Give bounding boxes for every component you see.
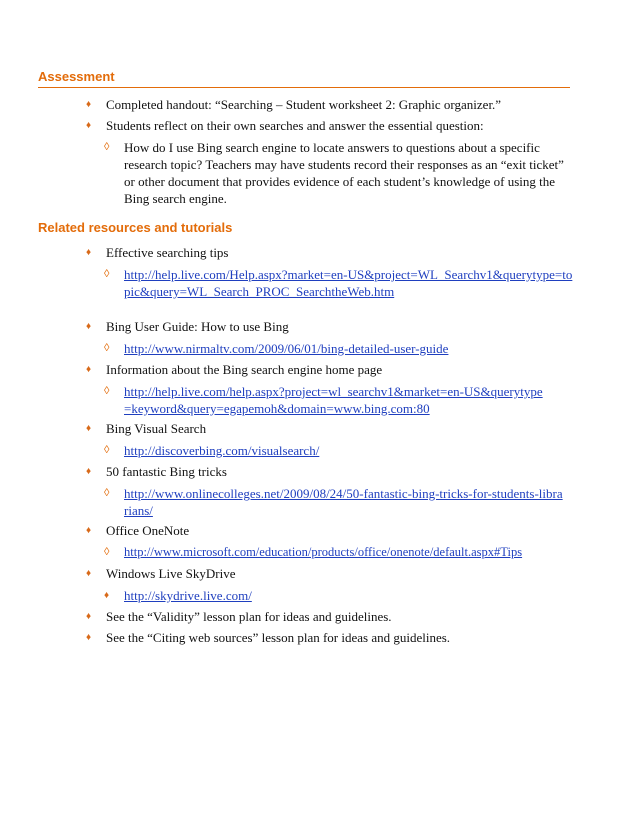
- bullet-diamond-icon: ♦: [86, 321, 92, 332]
- resource-link[interactable]: http://help.live.com/help.aspx?project=wl_searchv1&market=en-US&querytype=keyword&query=egapemoh&domain=www.bing.com:80: [124, 384, 543, 416]
- resource-link[interactable]: http://discoverbing.com/visualsearch/: [124, 443, 320, 458]
- resource-link[interactable]: http://www.microsoft.com/education/products/office/onenote/default.aspx#Tips: [124, 545, 523, 559]
- resource-label: Windows Live SkyDrive: [106, 566, 236, 581]
- resource-label: 50 fantastic Bing tricks: [106, 464, 227, 479]
- resource-label: Bing Visual Search: [106, 421, 207, 436]
- bullet-diamond-icon: ♦: [86, 120, 92, 131]
- assessment-item-text: Students reflect on their own searches and answer the essential question:: [106, 118, 484, 133]
- bullet-diamond-icon: ♦: [86, 611, 92, 622]
- resource-note: See the “Citing web sources” lesson plan for ideas and guidelines.: [106, 630, 451, 645]
- resource-label: Effective searching tips: [106, 245, 229, 260]
- resource-link[interactable]: http://www.onlinecolleges.net/2009/08/24/50-fantastic-bing-tricks-for-students-librarians/: [124, 486, 563, 518]
- bullet-diamond-icon: ♦: [86, 466, 92, 477]
- bullet-diamond-icon: ♦: [86, 525, 92, 536]
- bullet-open-diamond-icon: ◊: [104, 268, 110, 280]
- resource-label: Office OneNote: [106, 523, 190, 538]
- bullet-diamond-icon: ♦: [86, 247, 92, 258]
- bullet-open-diamond-icon: ◊: [104, 546, 110, 558]
- bullet-diamond-icon: ♦: [104, 590, 110, 601]
- resource-label: Information about the Bing search engine home page: [106, 362, 383, 377]
- bullet-diamond-icon: ♦: [86, 423, 92, 434]
- resource-link[interactable]: http://help.live.com/Help.aspx?market=en-US&project=WL_Searchv1&querytype=topic&query=WL_Search_PROC_SearchtheWeb.htm: [124, 267, 573, 299]
- resources-heading: Related resources and tutorials: [38, 220, 233, 235]
- resource-link[interactable]: http://skydrive.live.com/: [124, 588, 252, 603]
- resource-label: Bing User Guide: How to use Bing: [106, 319, 289, 334]
- bullet-open-diamond-icon: ◊: [104, 487, 110, 499]
- resource-link[interactable]: http://www.nirmaltv.com/2009/06/01/bing-detailed-user-guide: [124, 341, 449, 356]
- bullet-diamond-icon: ♦: [86, 632, 92, 643]
- assessment-item-text: Completed handout: “Searching – Student worksheet 2: Graphic organizer.”: [106, 97, 502, 112]
- resource-note: See the “Validity” lesson plan for ideas and guidelines.: [106, 609, 392, 624]
- assessment-heading: Assessment: [38, 69, 115, 84]
- assessment-rule: [38, 87, 570, 88]
- essential-question-text: How do I use Bing search engine to locate answers to questions about a specific research topic? Teachers may have students record their responses as an “exit ticket” or other document that provides evidence of each student’s knowledge of using the Bing search engine.: [124, 140, 564, 206]
- bullet-open-diamond-icon: ◊: [104, 444, 110, 456]
- bullet-diamond-icon: ♦: [86, 99, 92, 110]
- bullet-open-diamond-icon: ◊: [104, 342, 110, 354]
- bullet-diamond-icon: ♦: [86, 364, 92, 375]
- bullet-diamond-icon: ♦: [86, 568, 92, 579]
- bullet-open-diamond-icon: ◊: [104, 141, 110, 153]
- bullet-open-diamond-icon: ◊: [104, 385, 110, 397]
